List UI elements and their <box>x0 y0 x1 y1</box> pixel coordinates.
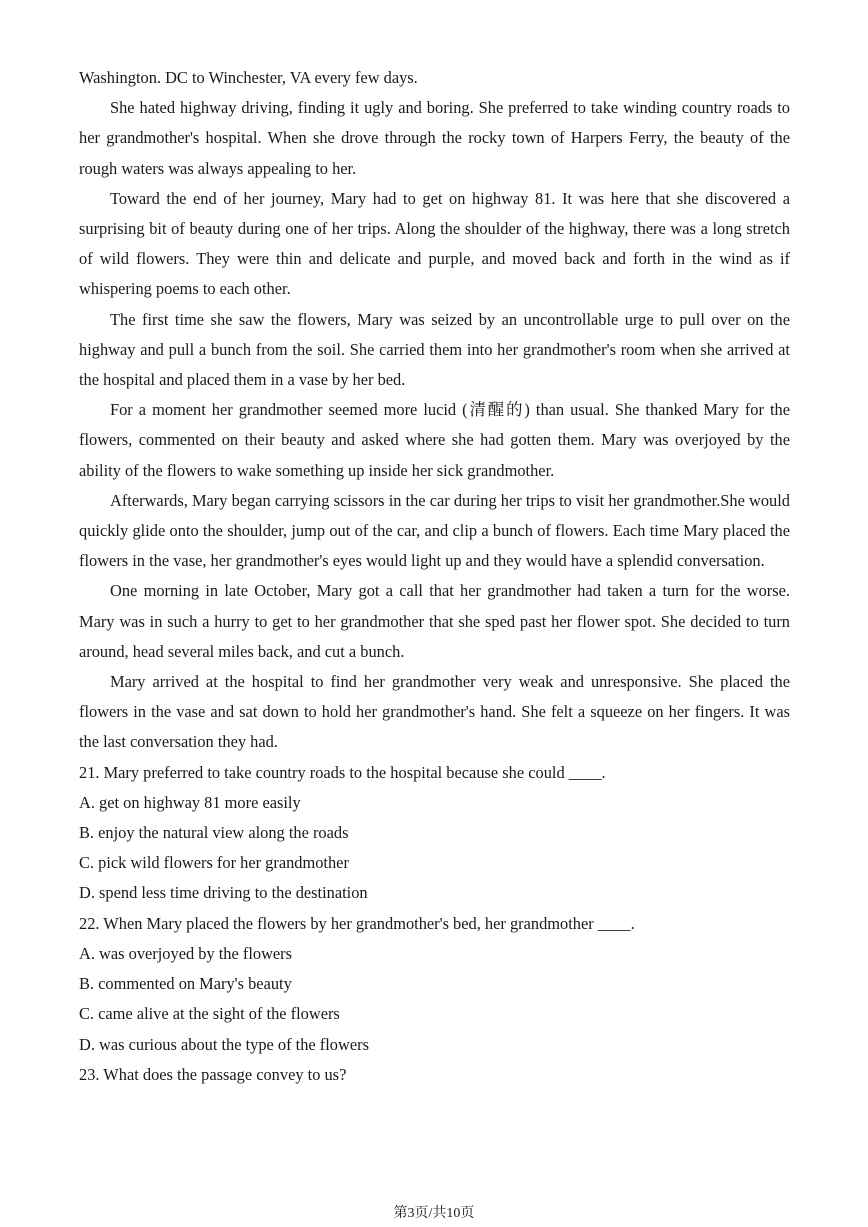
option-a: A. get on highway 81 more easily <box>79 792 301 812</box>
passage-paragraph: One morning in late October, Mary got a call that her grandmother had taken a turn for the worse. Mary was in such a hurry to get to her grandmother that she sped past her flower spot. She decided to turn around, head several miles back, and cut a bunch. <box>79 581 790 661</box>
option-c: C. came alive at the sight of the flowers <box>79 1004 340 1024</box>
option-a: A. was overjoyed by the flowers <box>79 943 293 963</box>
question-22 <box>79 909 790 1060</box>
document-body <box>79 63 790 1090</box>
page-number: 第3页/共10页 <box>393 1206 475 1221</box>
passage-paragraph: Washington. DC to Winchester, VA every few days. <box>79 68 418 87</box>
passage-paragraph: Mary arrived at the hospital to find her grandmother very weak and unresponsive. She placed the flowers in the vase and sat down to hold her grandmother's hand. She felt a squeeze on her fingers. It was the last conversation they had. <box>79 672 790 752</box>
option-d: D. was curious about the type of the flowers <box>79 1034 369 1054</box>
passage-paragraph: She hated highway driving, finding it ugly and boring. She preferred to take winding country roads to her grandmother's hospital. When she drove through the rocky town of Harpers Ferry, the beauty of the rough waters was always appealing to her. <box>79 98 790 178</box>
option-b: B. enjoy the natural view along the roads <box>79 823 349 843</box>
question-stem: 22. When Mary placed the flowers by her grandmother's bed, her grandmother ____. <box>79 913 635 933</box>
question-stem: 23. What does the passage convey to us? <box>79 1064 347 1084</box>
passage-paragraph: Afterwards, Mary began carrying scissors in the car during her trips to visit her grandmother.She would quickly glide onto the shoulder, jump out of the car, and clip a bunch of flowers. Each time Mary placed the flowers in the vase, her grandmother's eyes would light up and they would have a splendid conversation. <box>79 490 790 571</box>
option-c: C. pick wild flowers for her grandmother <box>79 853 349 873</box>
option-d: D. spend less time driving to the destination <box>79 883 368 903</box>
passage-paragraph: For a moment her grandmother seemed more lucid (清醒的) than usual. She thanked Mary for the flowers, commented on their beauty and asked where she had gotten them. Mary was overjoyed by the ability of the flowers to wake something up inside her sick grandmother. <box>79 400 790 480</box>
option-b: B. commented on Mary's beauty <box>79 974 292 994</box>
question-23 <box>79 1060 790 1090</box>
passage-paragraph: Toward the end of her journey, Mary had to get on highway 81. It was here that she discovered a surprising bit of beauty during one of her trips. Along the shoulder of the highway, there was a long stretch of wild flowers. They were thin and delicate and purple, and moved back and forth in the wind as if whispering poems to each other. <box>79 188 790 299</box>
question-stem: 21. Mary preferred to take country roads to the hospital because she could ____. <box>79 762 606 782</box>
passage-paragraph: The first time she saw the flowers, Mary was seized by an uncontrollable urge to pull over on the highway and pull a bunch from the soil. She carried them into her grandmother's room when she arrived at the hospital and placed them in a vase by her bed. <box>79 309 790 390</box>
question-21 <box>79 758 790 909</box>
